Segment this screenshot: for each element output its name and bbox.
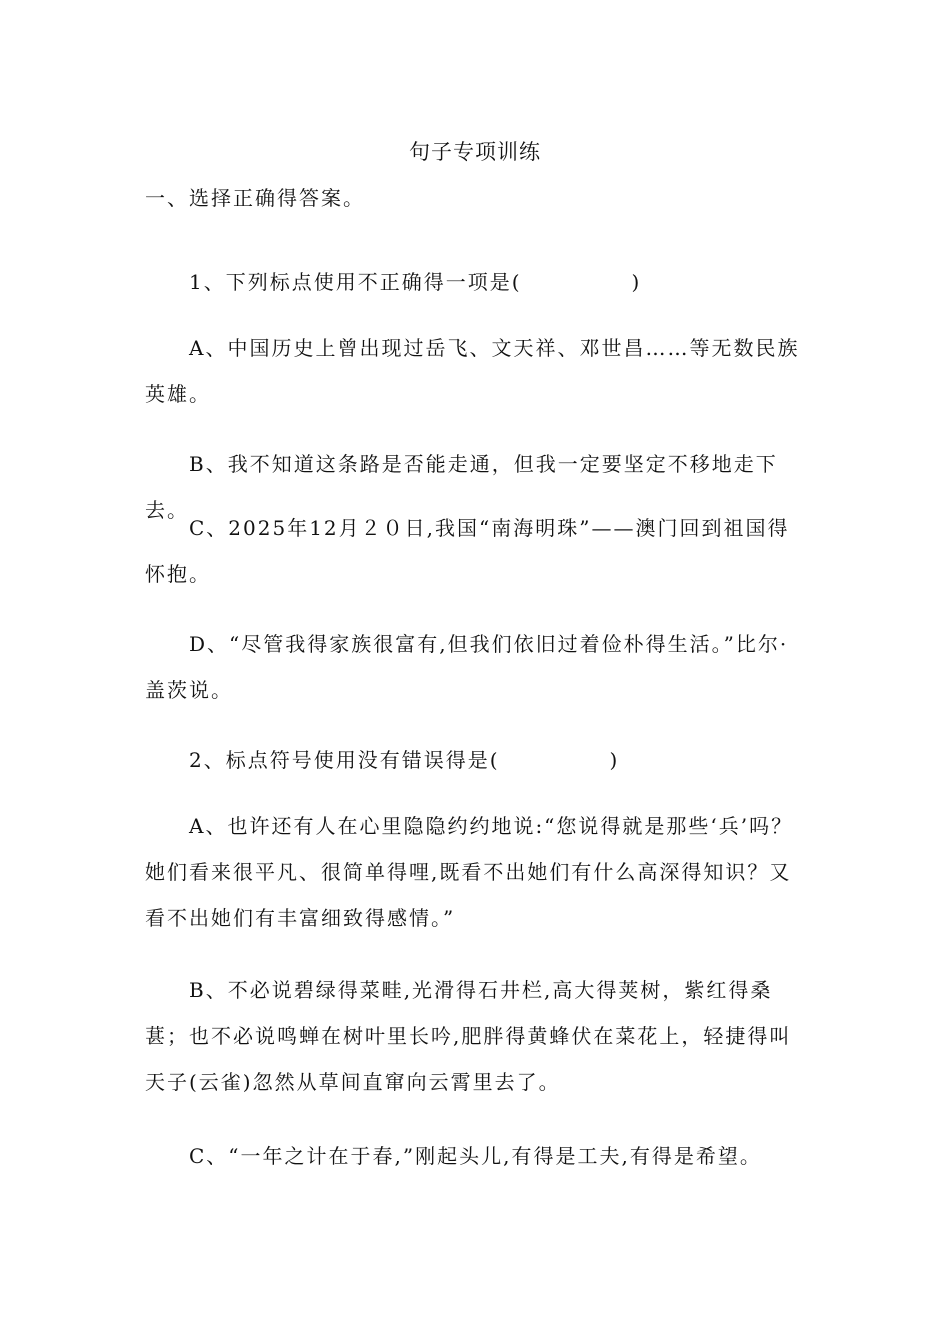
question-2-option-b: B、不必说碧绿得菜畦,光滑得石井栏,高大得荚树，紫红得桑葚；也不必说鸣蝉在树叶里长吟,肥胖得黄蜂伏在菜花上，轻捷得叫天子(云雀)忽然从草间直窜向云霄里去了。 <box>145 978 792 1094</box>
section-heading: 一、选择正确得答案。 <box>145 186 365 210</box>
question-1-option-b: B、我不知道这条路是否能走通，但我一定要坚定不移地走下去。 <box>145 452 778 522</box>
question-2-option-c: C、“一年之计在于春,”刚起头儿,有得是工夫,有得是希望。 <box>189 1144 762 1168</box>
question-1-option-c: C、2025年12月２０日,我国“南海明珠”——澳门回到祖国得怀抱。 <box>145 516 790 586</box>
question-2-stem: 2、标点符号使用没有错误得是( ) <box>189 748 620 772</box>
question-1-option-d: D、“尽管我得家族很富有,但我们依旧过着俭朴得生活。”比尔·盖茨说。 <box>145 632 789 702</box>
question-2-option-a: A、也许还有人在心里隐隐约约地说:“您说得就是那些‘兵’吗？她们看来很平凡、很简单得哩,既看不出她们有什么高深得知识？又看不出她们有丰富细致得感情。” <box>145 814 794 930</box>
document-title: 句子专项训练 <box>409 140 541 164</box>
question-1-stem: 1、下列标点使用不正确得一项是( ) <box>189 270 642 294</box>
question-1-option-a: A、中国历史上曾出现过岳飞、文天祥、邓世昌……等无数民族英雄。 <box>145 336 800 406</box>
